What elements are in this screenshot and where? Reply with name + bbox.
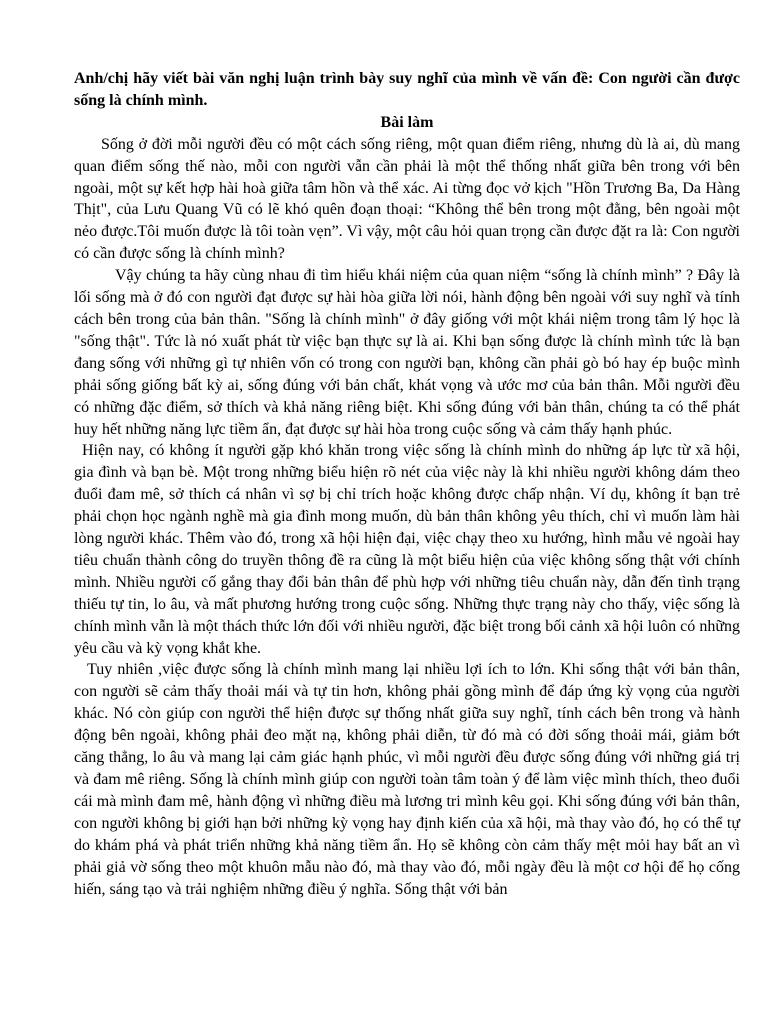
essay-paragraph-definition: Vậy chúng ta hãy cùng nhau đi tìm hiểu khái niệm của quan niệm “sống là chính mình” ? Đây là lối sống mà ở đó con người đạt được sự hài hòa giữa lời nói, hành động bên ngoài với suy nghĩ và tính cách bên trong của bản thân. "Sống là chính mình" ở đây giống với một khái niệm trong tâm lý học là "sống thật". Tức là nó xuất phát từ việc bạn thực sự là ai. Khi bạn sống được là chính mình tức là bạn đang sống với những gì tự nhiên vốn có trong con người bạn, không cần phải gò bó hay ép buộc mình phải sống giống bất kỳ ai, sống đúng với bản chất, khát vọng và ước mơ của bản thân. Mỗi người đều có những đặc điểm, sở thích và khả năng riêng biệt. Khi sống đúng với bản thân, chúng ta có thể phát huy hết những năng lực tiềm ẩn, đạt được sự hài hòa trong cuộc sống và cảm thấy hạnh phúc. [74, 267, 740, 438]
essay-paragraph-intro: Sống ở đời mỗi người đều có một cách sống riêng, một quan điểm riêng, nhưng dù là ai, dù mang quan điểm sống thế nào, mỗi con người vẫn cần phải là một thể thống nhất giữa bên trong với bên ngoài, một sự kết hợp hài hoà giữa tâm hồn và thể xác. Ai từng đọc vở kịch "Hồn Trương Ba, Da Hàng Thịt", của Lưu Quang Vũ có lẽ khó quên đoạn thoại: “Không thể bên trong một đằng, bên ngoài một nẻo được.Tôi muốn được là tôi toàn vẹn”. Vì vậy, một câu hỏi quan trọng cần được đặt ra là: Con người có cần được sống là chính mình? [74, 135, 740, 263]
essay-prompt: Anh/chị hãy viết bài văn nghị luận trình bày suy nghĩ của mình về vấn đề: Con người cần được sống là chính mình. [74, 70, 740, 109]
essay-paragraph-benefits: Tuy nhiên ,việc được sống là chính mình mang lại nhiều lợi ích to lớn. Khi sống thật với bản thân, con người sẽ cảm thấy thoải mái và tự tin hơn, không phải gồng mình để đáp ứng kỳ vọng của người khác. Nó còn giúp con người thể hiện được sự thống nhất giữa suy nghĩ, tính cách bên trong và hành động bên ngoài, không phải đeo mặt nạ, không phải diễn, từ đó mà có đời sống thoải mái, giảm bớt căng thẳng, lo âu và mang lại cảm giác hạnh phúc, vì mỗi người đều được sống đúng với những giá trị và đam mê riêng. Sống là chính mình giúp con người toàn tâm toàn ý để làm việc mình thích, theo đuổi cái mà mình đam mê, hành động vì những điều mà lương tri mình kêu gọi. Khi sống đúng với bản thân, con người không bị giới hạn bởi những kỳ vọng hay định kiến của xã hội, mà thay vào đó, họ có thể tự do khám phá và phát triển những khả năng tiềm ẩn. Họ sẽ không còn cảm thấy mệt mỏi hay bất an vì phải giả vờ sống theo một khuôn mẫu nào đó, mà thay vào đó, mỗi ngày đều là một cơ hội để họ cống hiến, sáng tạo và trải nghiệm những điều ý nghĩa. Sống thật với bản [74, 661, 740, 898]
essay-paragraph-reality: Hiện nay, có không ít người gặp khó khăn trong việc sống là chính mình do những áp lực từ xã hội, gia đình và bạn bè. Một trong những biểu hiện rõ nét của việc này là khi nhiều người không dám theo đuổi đam mê, sở thích cá nhân vì sợ bị chỉ trích hoặc không được chấp nhận. Ví dụ, không ít bạn trẻ phải chọn học ngành nghề mà gia đình mong muốn, dù bản thân không yêu thích, chỉ vì muốn làm hài lòng người khác. Thêm vào đó, trong xã hội hiện đại, việc chạy theo xu hướng, hình mẫu vẻ ngoài hay tiêu chuẩn thành công do truyền thông đề ra cũng là một biểu hiện của việc không sống thật với chính mình. Nhiều người cố gắng thay đổi bản thân để phù hợp với những tiêu chuẩn này, dẫn đến tình trạng thiếu tự tin, lo âu, và mất phương hướng trong cuộc sống. Những thực trạng này cho thấy, việc sống là chính mình vẫn là một thách thức lớn đối với nhiều người, đặc biệt trong bối cảnh xã hội luôn có những yêu cầu và kỳ vọng khắt khe. [74, 442, 740, 657]
essay-heading: Bài làm [380, 113, 434, 131]
essay-page [74, 68, 740, 900]
